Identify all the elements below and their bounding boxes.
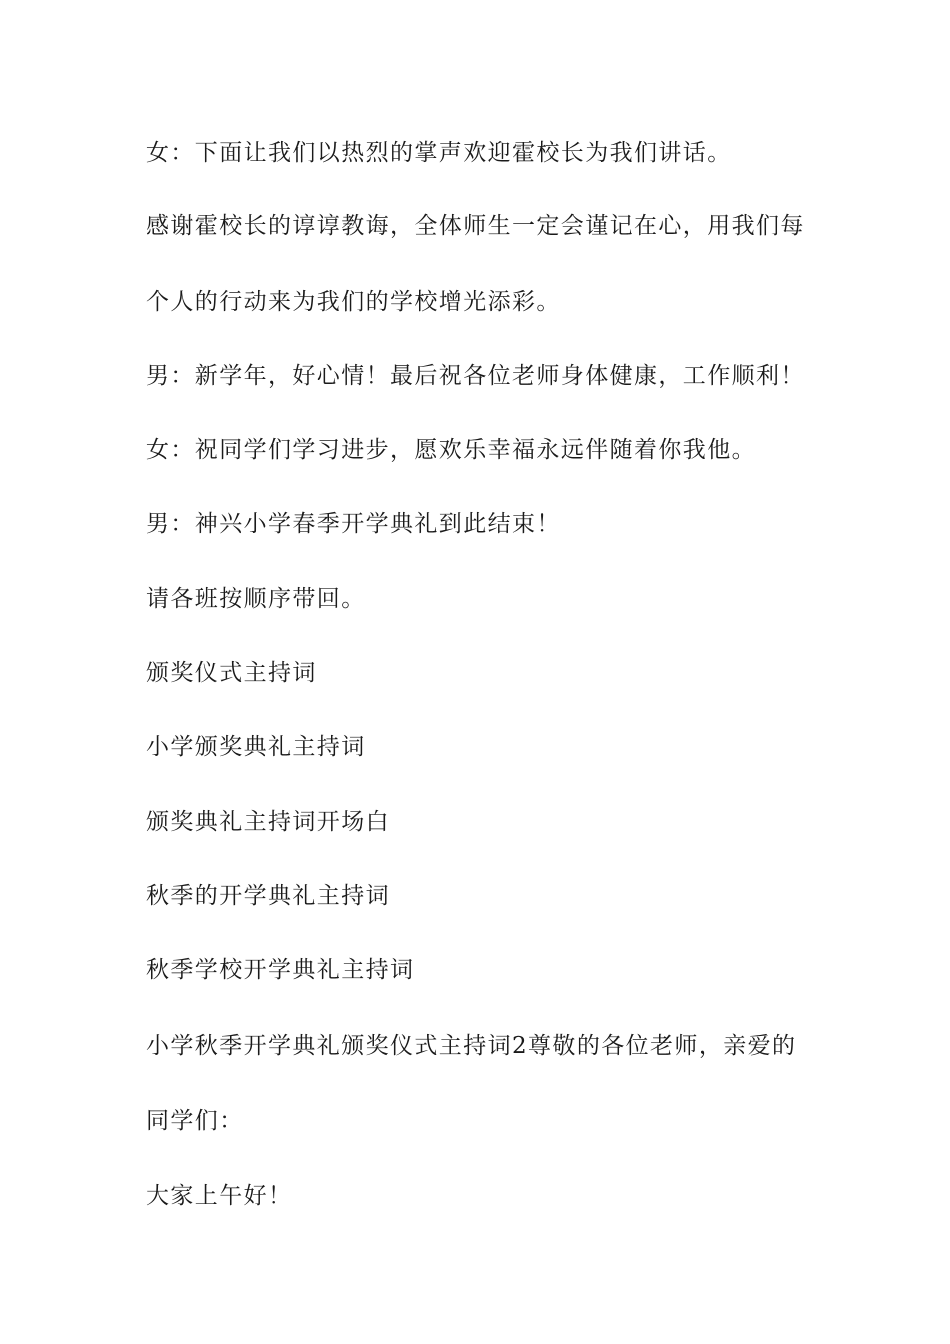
text-line: 女：下面让我们以热烈的掌声欢迎霍校长为我们讲话。 bbox=[146, 140, 732, 166]
text-line: 男：新学年，好心情！最后祝各位老师身体健康，工作顺利！ bbox=[146, 363, 805, 389]
section-heading: 小学颁奖典礼主持词 bbox=[146, 734, 366, 760]
text-line: 女：祝同学们学习进步，愿欢乐幸福永远伴随着你我他。 bbox=[146, 437, 756, 463]
text-line: 同学们： bbox=[146, 1108, 244, 1134]
text-line: 个人的行动来为我们的学校增光添彩。 bbox=[146, 289, 561, 315]
text-line: 感谢霍校长的谆谆教诲，全体师生一定会谨记在心，用我们每 bbox=[146, 213, 805, 239]
section-heading: 秋季学校开学典礼主持词 bbox=[146, 957, 415, 983]
text-line: 大家上午好！ bbox=[146, 1183, 293, 1209]
text-line: 小学秋季开学典礼颁奖仪式主持词2尊敬的各位老师，亲爱的 bbox=[146, 1033, 797, 1059]
text-line: 男：神兴小学春季开学典礼到此结束！ bbox=[146, 511, 561, 537]
section-heading: 颁奖仪式主持词 bbox=[146, 660, 317, 686]
section-heading: 颁奖典礼主持词开场白 bbox=[146, 809, 390, 835]
text-line: 请各班按顺序带回。 bbox=[146, 586, 366, 612]
section-heading: 秋季的开学典礼主持词 bbox=[146, 883, 390, 909]
